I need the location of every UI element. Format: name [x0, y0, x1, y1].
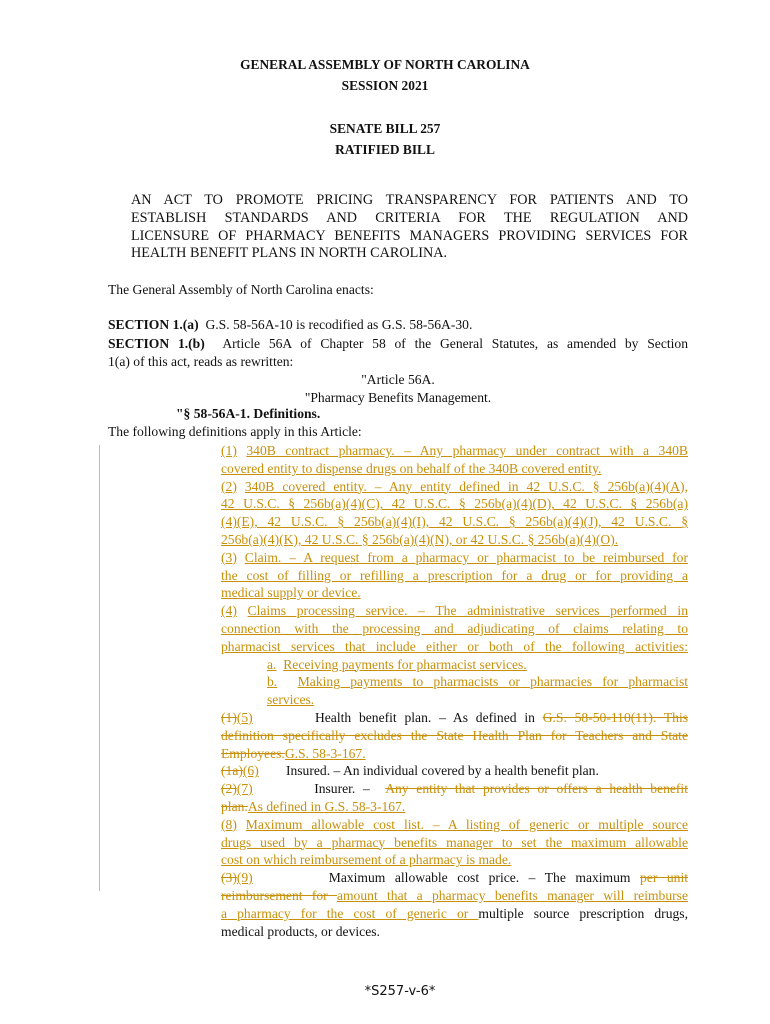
section-1b-line2: 1(a) of this act, reads as rewritten:: [108, 353, 294, 369]
definitions-intro: The following definitions apply in this Article:: [108, 424, 362, 439]
definition-insurer: (2)(7) Insurer. – Any entity that provides or offers a health benefit: [221, 781, 688, 797]
title-line: LICENSURE OF PHARMACY BENEFITS MANAGERS PROVIDING SERVICES FOR: [131, 227, 688, 244]
definition-health-benefit-plan: (1)(5) Health benefit plan. – As defined in G.S. 58-50-110(11). This: [221, 709, 689, 725]
enacting-clause: The General Assembly of North Carolina enacts:: [108, 282, 374, 297]
article-number: "Article 56A.: [361, 372, 435, 387]
bill-number: SENATE BILL 257: [329, 121, 441, 136]
definition-340b-entity: (2) 340B covered entity. – Any entity defined in 42 U.S.C. § 256b(a)(4)(A),: [221, 478, 688, 494]
bill-block: [0, 118, 770, 160]
header-block: [0, 54, 770, 96]
definitions-list: (1) 340B contract pharmacy. – Any pharmacy under contract with a 340B covered entity to dispense drugs on behalf of the 340B covered entity. (2) 340B covered entity. – Any entity defined in 42 U.S.C. § 256b(a)(4)(A), 42 U.S.C. § 256b(a)(4)(C), 42 U.S.C. § 256b(a)(4)(D), 42 U.S.C. § 256b(a) (4)(E), 42 U.S.C. § 256b(a)(4)(I), 42 U.S.C. § 256b(a)(4)(J), 42 U.S.C. § 256b(a)(4)(K), 42 U.S.C. § 256b(a)(4)(N), or 42 U.S.C. § 256b(a)(4)(O). (3) Claim. – A request from a pharmacy or pharmacist to be reimbursed for the cost of filling or refilling a prescription for a drug or for providing a medical supply or device. (4) Claims processing service. – The administrative services performed in connection with the processing and adjudicating of claims relating to pharmacist services that include either or both of the following activities: a. Receiving payments for pharmacist services. b. Making payments to pharmacists or pharmacies for pharmacist services. (1)(5) Health benefit plan. – As defined in G.S. 58-50-110(11). This definition specifically excludes the State Health Plan for Teachers and State Employees.G.S. 58-3-167. (1a)(6) Insured. – An individual covered by a health benefit plan. (2)(7) Insurer. – Any entity that provides or offers a health benefit plan.As defined in G.S. 58-3-167. (8) Maximum allowable cost list. – A listing of generic or multiple source drugs used by a pharmacy benefits manager to set the maximum allowable cost on which reimbursement of a pharmacy is made. (3)(9) Maximum allowable cost price. – The maximum per unit reimbursement for amount that a pharmacy benefits manager will reimburse a pharmacy for the cost of generic or multiple source prescription drugs, medical products, or devices.: [221, 443, 689, 939]
definition-340b-pharmacy: (1) 340B contract pharmacy. – Any pharmacy under contract with a 340B: [221, 443, 688, 458]
title-line: ESTABLISH STANDARDS AND CRITERIA FOR THE REGULATION AND: [131, 209, 688, 226]
definition-insured: (1a)(6) Insured. – An individual covered by a health benefit plan.: [221, 763, 599, 779]
article-heading-block: [108, 371, 688, 407]
title-line: HEALTH BENEFIT PLANS IN NORTH CAROLINA.: [131, 245, 448, 262]
section-1a: [108, 317, 472, 333]
change-bar: [99, 445, 100, 891]
definition-claims-processing: (4) Claims processing service. – The administrative services performed in: [221, 603, 688, 619]
definition-mac-price: (3)(9) Maximum allowable cost price. – The maximum per unit: [221, 870, 689, 886]
document-footer-code: *S257-v-6*: [364, 984, 436, 999]
assembly-title: GENERAL ASSEMBLY OF NORTH CAROLINA: [240, 57, 530, 72]
section-1a-label: SECTION 1.(a): [108, 317, 199, 332]
subitem-a: a. Receiving payments for pharmacist services.: [267, 656, 527, 672]
definition-mac-list: (8) Maximum allowable cost list. – A listing of generic or multiple source: [221, 816, 688, 832]
section-1b: [108, 335, 688, 371]
article-name: "Pharmacy Benefits Management.: [304, 389, 492, 405]
section-1b-label: SECTION 1.(b): [108, 336, 205, 351]
section-1a-text: G.S. 58-56A-10 is recodified as G.S. 58-56A-30.: [205, 317, 473, 332]
bill-status: RATIFIED BILL: [335, 142, 435, 157]
title-line: AN ACT TO PROMOTE PRICING TRANSPARENCY FOR PATIENTS AND TO: [131, 192, 688, 208]
section-1b-line1: Article 56A of Chapter 58 of the General Statutes, as amended by Section: [222, 336, 689, 351]
act-title: [131, 192, 688, 263]
definition-claim: (3) Claim. – A request from a pharmacy or pharmacist to be reimbursed for: [221, 549, 688, 565]
subitem-b: b. Making payments to pharmacists or pharmacies for pharmacist: [267, 674, 689, 690]
session-title: SESSION 2021: [341, 78, 429, 93]
section-heading: "§ 58-56A-1. Definitions.: [176, 406, 321, 421]
